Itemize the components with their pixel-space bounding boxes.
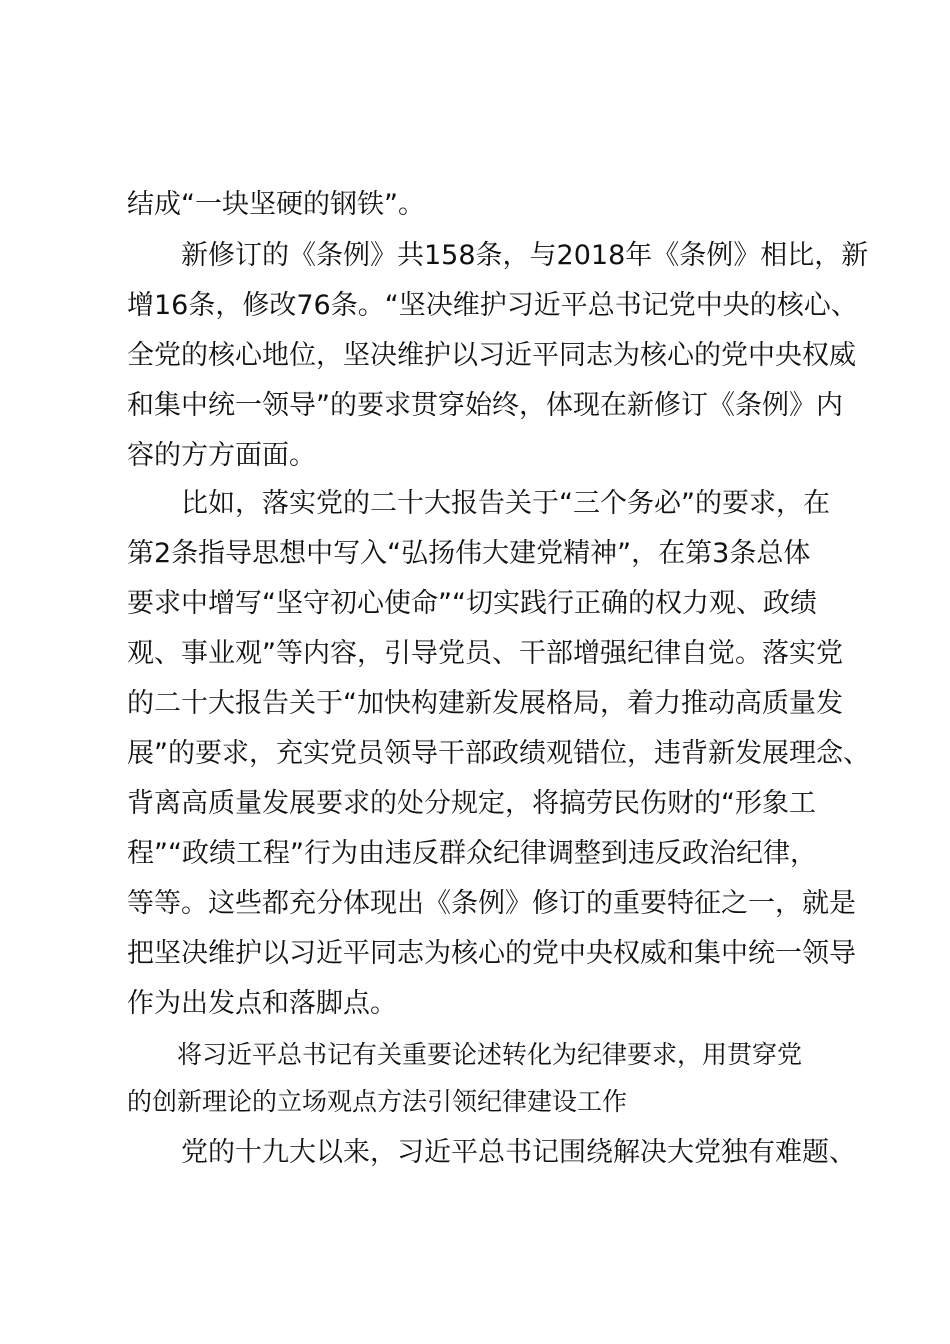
paragraph-line: 全党的核心地位，坚决维护以习近平同志为核心的党中央权威 bbox=[127, 340, 856, 371]
paragraph-line: 结成“一块坚硬的钢铁”。 bbox=[127, 189, 425, 220]
heading-line: 将习近平总书记有关重要论述转化为纪律要求，用贯穿党 bbox=[177, 1040, 803, 1069]
paragraph-2 bbox=[127, 231, 869, 481]
paragraph-line: 容的方方面面。 bbox=[127, 440, 316, 471]
paragraph-line: 作为出发点和落脚点。 bbox=[127, 988, 397, 1019]
paragraph-line: 比如，落实党的二十大报告关于“三个务必”的要求，在 bbox=[181, 488, 830, 519]
paragraph-line: 党的十九大以来，习近平总书记围绕解决大党独有难题、 bbox=[181, 1137, 856, 1168]
paragraph-line: 第2条指导思想中写入“弘扬伟大建党精神”，在第3条总体 bbox=[127, 538, 811, 569]
paragraph-3 bbox=[127, 479, 870, 1029]
paragraph-line: 观、事业观”等内容，引导党员、干部增强纪律自觉。落实党 bbox=[127, 638, 843, 669]
paragraph-line: 把坚决维护以习近平同志为核心的党中央权威和集中统一领导 bbox=[127, 938, 856, 969]
paragraph-line: 背离高质量发展要求的处分规定，将搞劳民伤财的“形象工 bbox=[127, 788, 816, 819]
paragraph-line: 的二十大报告关于“加快构建新发展格局，着力推动高质量发 bbox=[127, 688, 843, 719]
paragraph-line: 展”的要求，充实党员领导干部政绩观错位，违背新发展理念、 bbox=[127, 738, 870, 769]
paragraph-line: 和集中统一领导”的要求贯穿始终，体现在新修订《条例》内 bbox=[127, 390, 843, 421]
heading-line: 的创新理论的立场观点方法引领纪律建设工作 bbox=[127, 1087, 628, 1116]
paragraph-line: 增16条，修改76条。“坚决维护习近平总书记党中央的核心、 bbox=[127, 290, 858, 321]
paragraph-line: 等等。这些都充分体现出《条例》修订的重要特征之一，就是 bbox=[127, 888, 856, 919]
paragraph-1 bbox=[127, 180, 847, 230]
section-heading bbox=[127, 1031, 847, 1125]
paragraph-line: 要求中增写“坚守初心使命”“切实践行正确的权力观、政绩 bbox=[127, 588, 817, 619]
paragraph-4 bbox=[127, 1128, 856, 1178]
paragraph-line: 程”“政绩工程”行为由违反群众纪律调整到违反政治纪律， bbox=[127, 838, 817, 869]
paragraph-line: 新修订的《条例》共158条，与2018年《条例》相比，新 bbox=[181, 240, 869, 271]
